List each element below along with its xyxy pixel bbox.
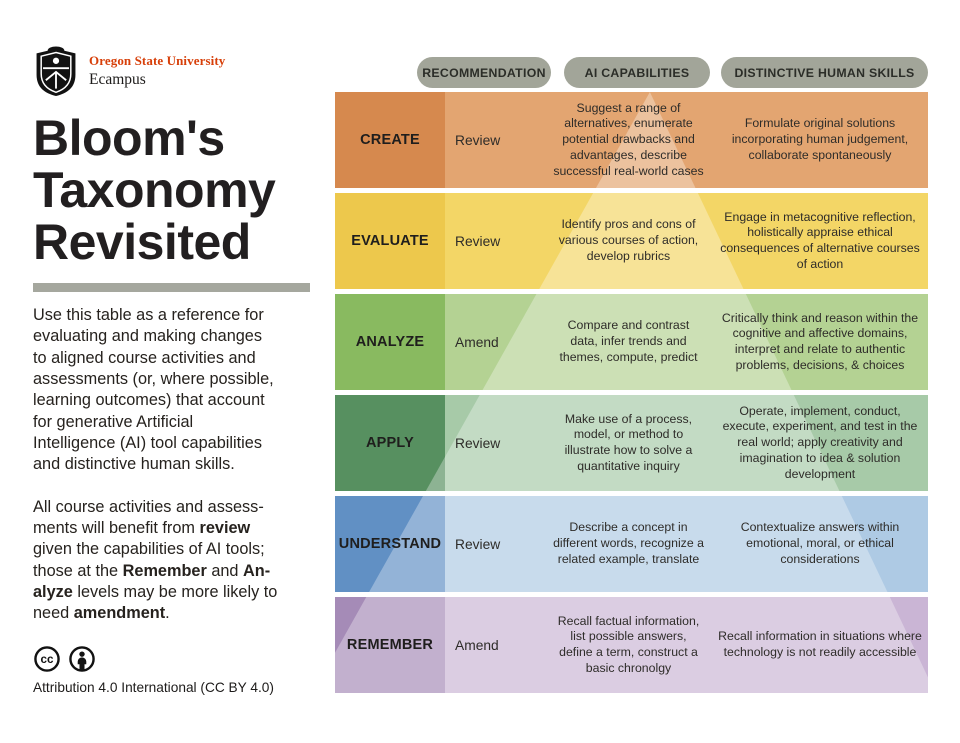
level-cell	[335, 395, 445, 491]
level-label: UNDERSTAND	[338, 536, 442, 552]
human-skills-cell	[712, 294, 928, 390]
human-skills-text: Critically think and reason within the cognitive and affective domains, interpret and relate to authentic problems, decisions, & choices	[721, 310, 919, 372]
human-skills-cell	[712, 395, 928, 491]
human-skills-text: Recall information in situations where technology is not readily accessible	[718, 629, 922, 659]
recommendation-cell	[445, 92, 545, 188]
table-row-apply	[335, 395, 928, 491]
ai-capabilities-text: Recall factual information, list possible answers, define a term, construct a basic chronolgy	[557, 613, 700, 675]
ai-capabilities-cell	[545, 294, 712, 390]
ai-capabilities-text: Describe a concept in different words, recognize a related example, translate	[553, 520, 704, 566]
level-cell	[335, 597, 445, 693]
human-skills-text: Engage in metacognitive reflection, holistically appraise ethical consequences of alternative courses of action	[720, 209, 920, 271]
table-row-remember	[335, 597, 928, 693]
recommendation-value: Amend	[455, 637, 499, 653]
ai-capabilities-cell	[545, 395, 712, 491]
page-title: Bloom's Taxonomy Revisited	[33, 110, 276, 270]
recommendation-cell	[445, 193, 545, 289]
brand-unit-name: Ecampus	[89, 71, 146, 88]
recommendation-cell	[445, 597, 545, 693]
table-row-analyze	[335, 294, 928, 390]
recommendation-value: Review	[455, 233, 501, 249]
table-row-understand	[335, 496, 928, 592]
brand-university-name: Oregon State University	[89, 53, 226, 68]
human-skills-cell	[712, 92, 928, 188]
level-label: APPLY	[365, 435, 414, 451]
cc-license-badges	[33, 645, 321, 673]
level-cell	[335, 193, 445, 289]
brand-text	[89, 53, 225, 89]
ai-capabilities-cell	[545, 496, 712, 592]
taxonomy-table	[335, 57, 928, 698]
level-cell	[335, 92, 445, 188]
level-cell	[335, 294, 445, 390]
recommendation-cell	[445, 496, 545, 592]
person-icon	[68, 645, 96, 673]
human-skills-text: Operate, implement, conduct, execute, experiment, and test in the real world; apply creativity and imagination to idea & solution development	[722, 403, 918, 481]
ai-capabilities-text: Identify pros and cons of various courses of action, develop rubrics	[558, 217, 699, 263]
level-label: CREATE	[360, 132, 420, 148]
title-underline-rule	[33, 283, 310, 292]
human-skills-cell	[712, 597, 928, 693]
cc-icon	[33, 645, 61, 673]
recommendation-value: Amend	[455, 334, 499, 350]
note-paragraph: All course activities and assess- ments will benefit from review given the capabilities of AI tools; those at the Remember and An- alyze levels may be more likely to need amendment.	[33, 497, 278, 623]
level-label: ANALYZE	[355, 334, 425, 350]
header-pill-recommendation: RECOMMENDATION	[417, 57, 551, 88]
header-pill-ai-capabilities: AI CAPABILITIES	[564, 57, 710, 88]
human-skills-text: Contextualize answers within emotional, moral, or ethical considerations	[740, 520, 900, 566]
ai-capabilities-text: Compare and contrast data, infer trends and themes, compute, predict	[559, 318, 698, 364]
ai-capabilities-text: Make use of a process, model, or method to illustrate how to solve a quantitative inquiry	[564, 411, 693, 473]
recommendation-cell	[445, 395, 545, 491]
human-skills-cell	[712, 193, 928, 289]
recommendation-value: Review	[455, 132, 501, 148]
svg-text:cc: cc	[40, 652, 54, 666]
header-pill-distinctive-human-skills: DISTINCTIVE HUMAN SKILLS	[721, 57, 928, 88]
level-cell	[335, 496, 445, 592]
license-text: Attribution 4.0 International (CC BY 4.0)	[33, 679, 274, 695]
table-row-create	[335, 92, 928, 188]
left-panel	[33, 46, 321, 695]
ai-capabilities-cell	[545, 193, 712, 289]
osu-logo	[33, 46, 321, 96]
ai-capabilities-cell	[545, 597, 712, 693]
human-skills-text: Formulate original solutions incorporating human judgement, collaborate spontaneously	[731, 116, 909, 162]
table-body	[335, 92, 928, 693]
recommendation-cell	[445, 294, 545, 390]
table-header-row	[335, 57, 928, 88]
ai-capabilities-text: Suggest a range of alternatives, enumerate potential drawbacks and advantages, describe successful real-world cases	[553, 100, 704, 178]
human-skills-cell	[712, 496, 928, 592]
level-label: REMEMBER	[346, 637, 434, 653]
recommendation-value: Review	[455, 435, 501, 451]
recommendation-value: Review	[455, 536, 501, 552]
table-row-evaluate	[335, 193, 928, 289]
level-label: EVALUATE	[351, 233, 429, 249]
intro-paragraph: Use this table as a reference for evaluating and making changes to aligned course activities and assessments (or, where possible, learning outcomes) that account for generative Artificial Intelligence (AI) tool capabilities and distinctive human skills.	[33, 306, 274, 474]
ai-capabilities-cell	[545, 92, 712, 188]
osu-crest-icon	[33, 46, 79, 96]
